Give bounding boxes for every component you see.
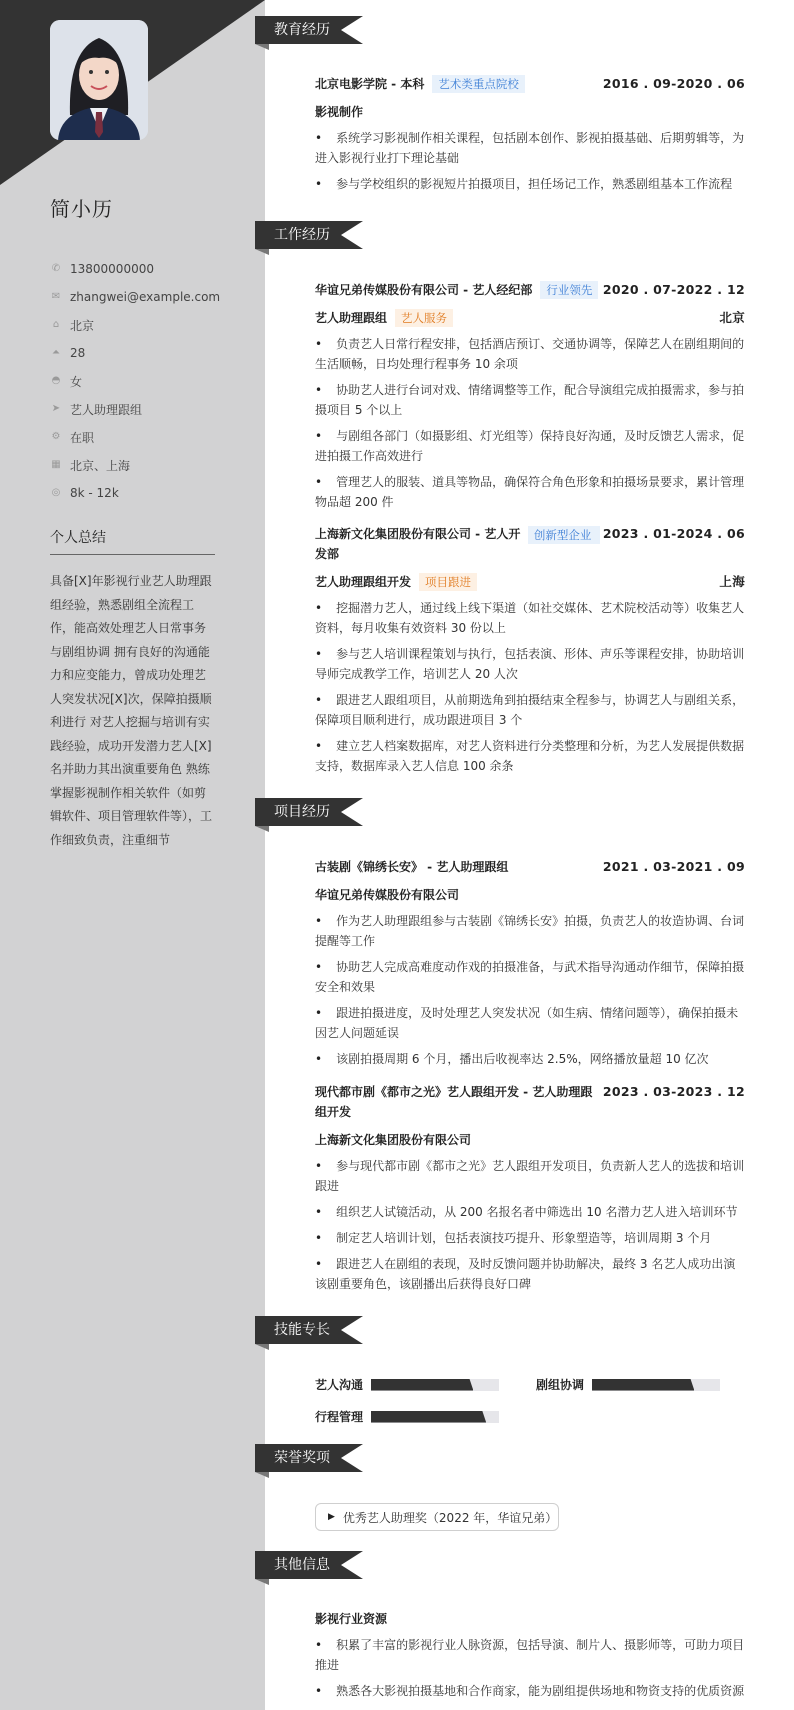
contact-text: 28	[70, 346, 86, 360]
contact-text: 女	[70, 374, 83, 389]
candidate-name: 简小历	[50, 197, 113, 221]
summary-text: 具备[X]年影视行业艺人助理跟组经验，熟悉剧组全流程工作，能高效处理艺人日常事务与剧组协调 拥有良好的沟通能力和应变能力，曾成功处理艺人突发状况[X]次，保障拍摄顺利进行 对艺人挖掘与培训有实践经验，成功开发潜力艺人[X]名并助力其出演重要角色 熟练掌握影视制作相关软件（如剪辑软件、项目管理软件等），工作细致负责，注重细节	[50, 574, 213, 847]
section-title: 技能专长	[255, 1316, 363, 1344]
contact-list	[50, 255, 250, 507]
contact-phone	[50, 255, 250, 283]
role-name: 艺人助理跟组开发	[315, 575, 412, 589]
contact-text: 13800000000	[70, 262, 154, 276]
list-item: • 积累了丰富的影视行业人脉资源，包括导演、制片人、摄影师等，可助力项目推进	[315, 1635, 745, 1675]
list-item: • 参与现代都市剧《都市之光》艺人跟组开发项目，负责新人艺人的选拔和培训跟进	[315, 1156, 745, 1196]
salary-icon: ◎	[51, 487, 61, 498]
school-name: 北京电影学院 - 本科	[315, 77, 425, 91]
section-title: 项目经历	[255, 798, 363, 826]
list-item: • 熟悉各大影视拍摄基地和合作商家，能为剧组提供场地和物资支持的优质资源	[315, 1681, 745, 1701]
contact-text: 北京、上海	[70, 458, 131, 473]
contact-location	[50, 311, 250, 339]
skill-bar-fill	[592, 1379, 694, 1391]
contact-salary	[50, 479, 250, 507]
skill-item	[536, 1376, 720, 1393]
work-item	[315, 524, 745, 782]
gender-icon: ◓	[51, 375, 61, 386]
role	[315, 572, 477, 592]
list-item: • 跟进拍摄进度，及时处理艺人突发状况（如生病、情绪问题等），确保拍摄未因艺人问题延误	[315, 1003, 745, 1043]
project-title: 现代都市剧《都市之光》艺人跟组开发 - 艺人助理跟组开发	[315, 1085, 593, 1119]
item-title	[315, 74, 525, 94]
other-subtitle: 影视行业资源	[315, 1612, 388, 1626]
main-content	[265, 0, 794, 1710]
list-item: • 与剧组各部门（如摄影组、灯光组等）保持良好沟通，及时反馈艺人需求，促进拍摄工作高效进行	[315, 426, 745, 466]
tag-badge: 行业领先	[540, 281, 598, 299]
summary-title: 个人总结	[50, 530, 106, 546]
age-icon: ⏶	[52, 347, 60, 358]
skill-bar	[592, 1379, 720, 1391]
contact-position	[50, 395, 250, 423]
company-name: 华谊兄弟传媒股份有限公司 - 艺人经纪部	[315, 283, 533, 297]
skill-bar	[371, 1379, 499, 1391]
divider	[50, 554, 215, 555]
bullet-list	[315, 1635, 745, 1701]
section-title: 教育经历	[255, 16, 363, 44]
education-item	[315, 74, 745, 200]
location-icon: ⌂	[52, 319, 60, 330]
list-item: • 负责艺人日常行程安排，包括酒店预订、交通协调等，保障艺人在剧组期间的生活顺畅，日均处理行程事务 10 余项	[315, 334, 745, 374]
tag-badge: 创新型企业	[528, 526, 600, 544]
status-icon: ⚙	[51, 431, 61, 442]
item-title	[315, 280, 598, 300]
project-item	[315, 1082, 745, 1300]
contact-email	[50, 283, 250, 311]
role	[315, 308, 453, 328]
contact-text: zhangwei@example.com	[70, 290, 221, 304]
other-item	[315, 1609, 745, 1707]
ribbon-fold	[255, 44, 269, 50]
list-item: • 跟进艺人在剧组的表现，及时反馈问题并协助解决，最终 3 名艺人成功出演该剧重要角色，该剧播出后获得良好口碑	[315, 1254, 745, 1294]
company-name: 上海新文化集团股份有限公司 - 艺人开发部	[315, 527, 521, 561]
skill-bar-fill	[371, 1379, 473, 1391]
phone-icon: ✆	[51, 263, 61, 274]
skill-bar	[371, 1411, 499, 1423]
date-range: 2020 . 07-2022 . 12	[602, 282, 745, 297]
ribbon-fold	[255, 1344, 269, 1350]
ribbon-fold	[255, 1579, 269, 1585]
project-company: 上海新文化集团股份有限公司	[315, 1133, 472, 1147]
city-icon: ▦	[51, 459, 61, 470]
list-item: • 该剧拍摄周期 6 个月，播出后收视率达 2.5%，网络播放量超 10 亿次	[315, 1049, 745, 1069]
contact-text: 8k - 12k	[70, 486, 119, 500]
list-item: • 协助艺人完成高难度动作戏的拍摄准备，与武术指导沟通动作细节，保障拍摄安全和效果	[315, 957, 745, 997]
list-item: • 管理艺人的服装、道具等物品，确保符合角色形象和拍摄场景要求，累计管理物品超 200 件	[315, 472, 745, 512]
list-item: • 系统学习影视制作相关课程，包括剧本创作、影视拍摄基础、后期剪辑等，为进入影视行业打下理论基础	[315, 128, 745, 168]
tag-badge: 艺术类重点院校	[432, 75, 525, 93]
tag-badge: 艺人服务	[395, 309, 453, 327]
project-title: 古装剧《锦绣长安》 - 艺人助理跟组	[315, 860, 509, 874]
position-icon: ➤	[51, 403, 61, 414]
list-item: • 制定艺人培训计划，包括表演技巧提升、形象塑造等，培训周期 3 个月	[315, 1228, 745, 1248]
date-range: 2016 . 09-2020 . 06	[602, 76, 745, 91]
contact-text: 北京	[70, 318, 95, 333]
contact-city	[50, 451, 250, 479]
date-range: 2023 . 01-2024 . 06	[602, 526, 745, 541]
bullet-list	[315, 911, 745, 1069]
city: 北京	[719, 310, 745, 325]
contact-text: 在职	[70, 430, 95, 445]
skill-name: 行程管理	[315, 1410, 364, 1424]
date-range: 2023 . 03-2023 . 12	[602, 1084, 745, 1099]
avatar	[50, 20, 148, 140]
project-item	[315, 857, 745, 1075]
skill-name: 剧组协调	[536, 1378, 585, 1392]
award-text: 优秀艺人助理奖（2022 年，华谊兄弟）	[342, 1510, 558, 1525]
bullet-list	[315, 128, 745, 194]
skill-item	[315, 1408, 499, 1425]
bullet-list	[315, 598, 745, 776]
contact-age	[50, 339, 250, 367]
section-title: 其他信息	[255, 1551, 363, 1579]
role-name: 艺人助理跟组	[315, 311, 388, 325]
major: 影视制作	[315, 105, 364, 119]
list-item: • 建立艺人档案数据库，对艺人资料进行分类整理和分析，为艺人发展提供数据支持，数据库录入艺人信息 100 余条	[315, 736, 745, 776]
contact-status	[50, 423, 250, 451]
contact-gender	[50, 367, 250, 395]
ribbon-fold	[255, 249, 269, 255]
list-item: • 挖掘潜力艺人，通过线上线下渠道（如社交媒体、艺术院校活动等）收集艺人资料，每月收集有效资料 30 份以上	[315, 598, 745, 638]
date-range: 2021 . 03-2021 . 09	[602, 859, 745, 874]
list-item: • 作为艺人助理跟组参与古装剧《锦绣长安》拍摄，负责艺人的妆造协调、台词提醒等工作	[315, 911, 745, 951]
list-item: • 组织艺人试镜活动，从 200 名报名者中筛选出 10 名潜力艺人进入培训环节	[315, 1202, 745, 1222]
bullet-list	[315, 334, 745, 512]
mail-icon: ✉	[51, 291, 61, 302]
list-item: • 参与艺人培训课程策划与执行，包括表演、形体、声乐等课程安排，协助培训导师完成教学工作，培训艺人 20 人次	[315, 644, 745, 684]
skill-item	[315, 1376, 499, 1393]
skill-name: 艺人沟通	[315, 1378, 364, 1392]
bullet-list	[315, 1156, 745, 1294]
ribbon-fold	[255, 1472, 269, 1478]
list-item: • 参与学校组织的影视短片拍摄项目，担任场记工作，熟悉剧组基本工作流程	[315, 174, 745, 194]
play-triangle-icon: ▶	[328, 1512, 335, 1522]
section-title: 工作经历	[255, 221, 363, 249]
list-item: • 协助艺人进行台词对戏、情绪调整等工作，配合导演组完成拍摄需求，参与拍摄项目 5 个以上	[315, 380, 745, 420]
section-title: 荣誉奖项	[255, 1444, 363, 1472]
ribbon-fold	[255, 826, 269, 832]
skill-bar-fill	[371, 1411, 486, 1423]
sidebar	[0, 0, 265, 1710]
list-item: • 跟进艺人跟组项目，从前期选角到拍摄结束全程参与，协调艺人与剧组关系，保障项目顺利进行，成功跟进项目 3 个	[315, 690, 745, 730]
work-item	[315, 280, 745, 518]
award-item	[315, 1503, 559, 1531]
city: 上海	[719, 574, 745, 589]
tag-badge: 项目跟进	[419, 573, 477, 591]
contact-text: 艺人助理跟组	[70, 402, 143, 417]
project-company: 华谊兄弟传媒股份有限公司	[315, 888, 460, 902]
